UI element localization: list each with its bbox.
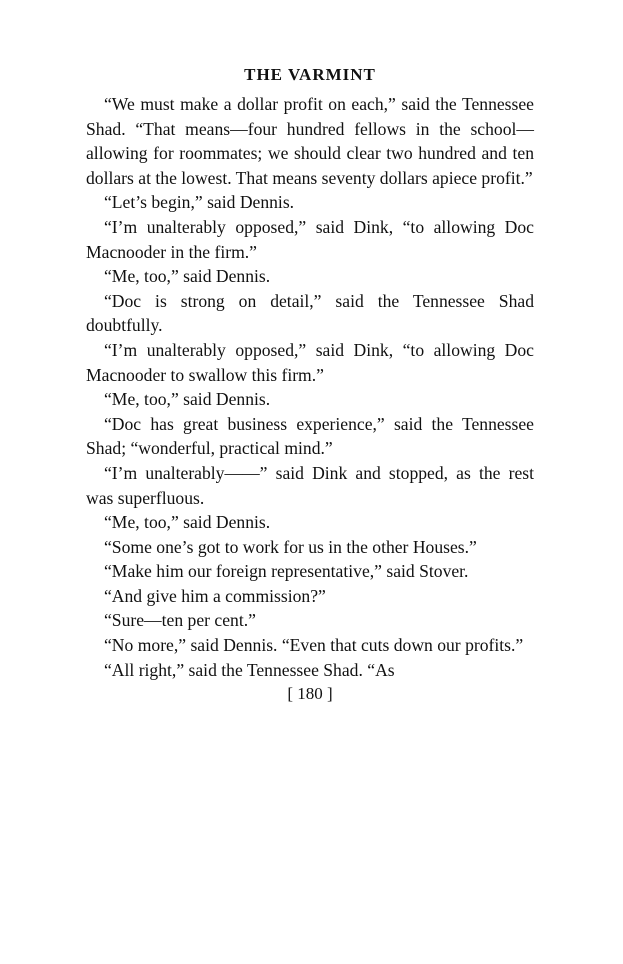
paragraph: “Let’s begin,” said Dennis. [104, 192, 295, 213]
paragraph: “I’m unalterably——” said Dink and stopped, as the rest was superfluous. [86, 462, 534, 508]
running-head: THE VARMINT [244, 65, 376, 84]
paragraph: “Me, too,” said Dennis. [104, 266, 271, 287]
paragraph: “I’m unalterably opposed,” said Dink, “to allowing Doc Macnooder in the firm.” [86, 216, 534, 262]
page-number: [ 180 ] [287, 684, 333, 704]
paragraph: “Make him our foreign representative,” said Stover. [104, 561, 469, 582]
paragraph: “Doc is strong on detail,” said the Tennessee Shad doubtfully. [86, 290, 534, 336]
paragraph: “And give him a commission?” [104, 585, 326, 606]
body-text [86, 92, 534, 682]
paragraph: “All right,” said the Tennessee Shad. “As [104, 659, 395, 680]
paragraph: “Some one’s got to work for us in the other Houses.” [104, 536, 477, 557]
paragraph: “No more,” said Dennis. “Even that cuts down our profits.” [104, 635, 524, 656]
paragraph: “Sure—ten per cent.” [104, 610, 256, 631]
paragraph: “Doc has great business experience,” said the Tennessee Shad; “wonderful, practical mind.” [86, 413, 534, 459]
book-page [86, 62, 534, 706]
paragraph: “Me, too,” said Dennis. [104, 512, 271, 533]
paragraph: “We must make a dollar profit on each,” said the Tennessee Shad. “That means—four hundred fellows in the school—allowing for roommates; we should clear two hundred and ten dollars at the lowest. That means seventy dollars apiece profit.” [86, 94, 534, 188]
paragraph: “I’m unalterably opposed,” said Dink, “to allowing Doc Macnooder to swallow this firm.” [86, 339, 534, 385]
paragraph: “Me, too,” said Dennis. [104, 389, 271, 410]
